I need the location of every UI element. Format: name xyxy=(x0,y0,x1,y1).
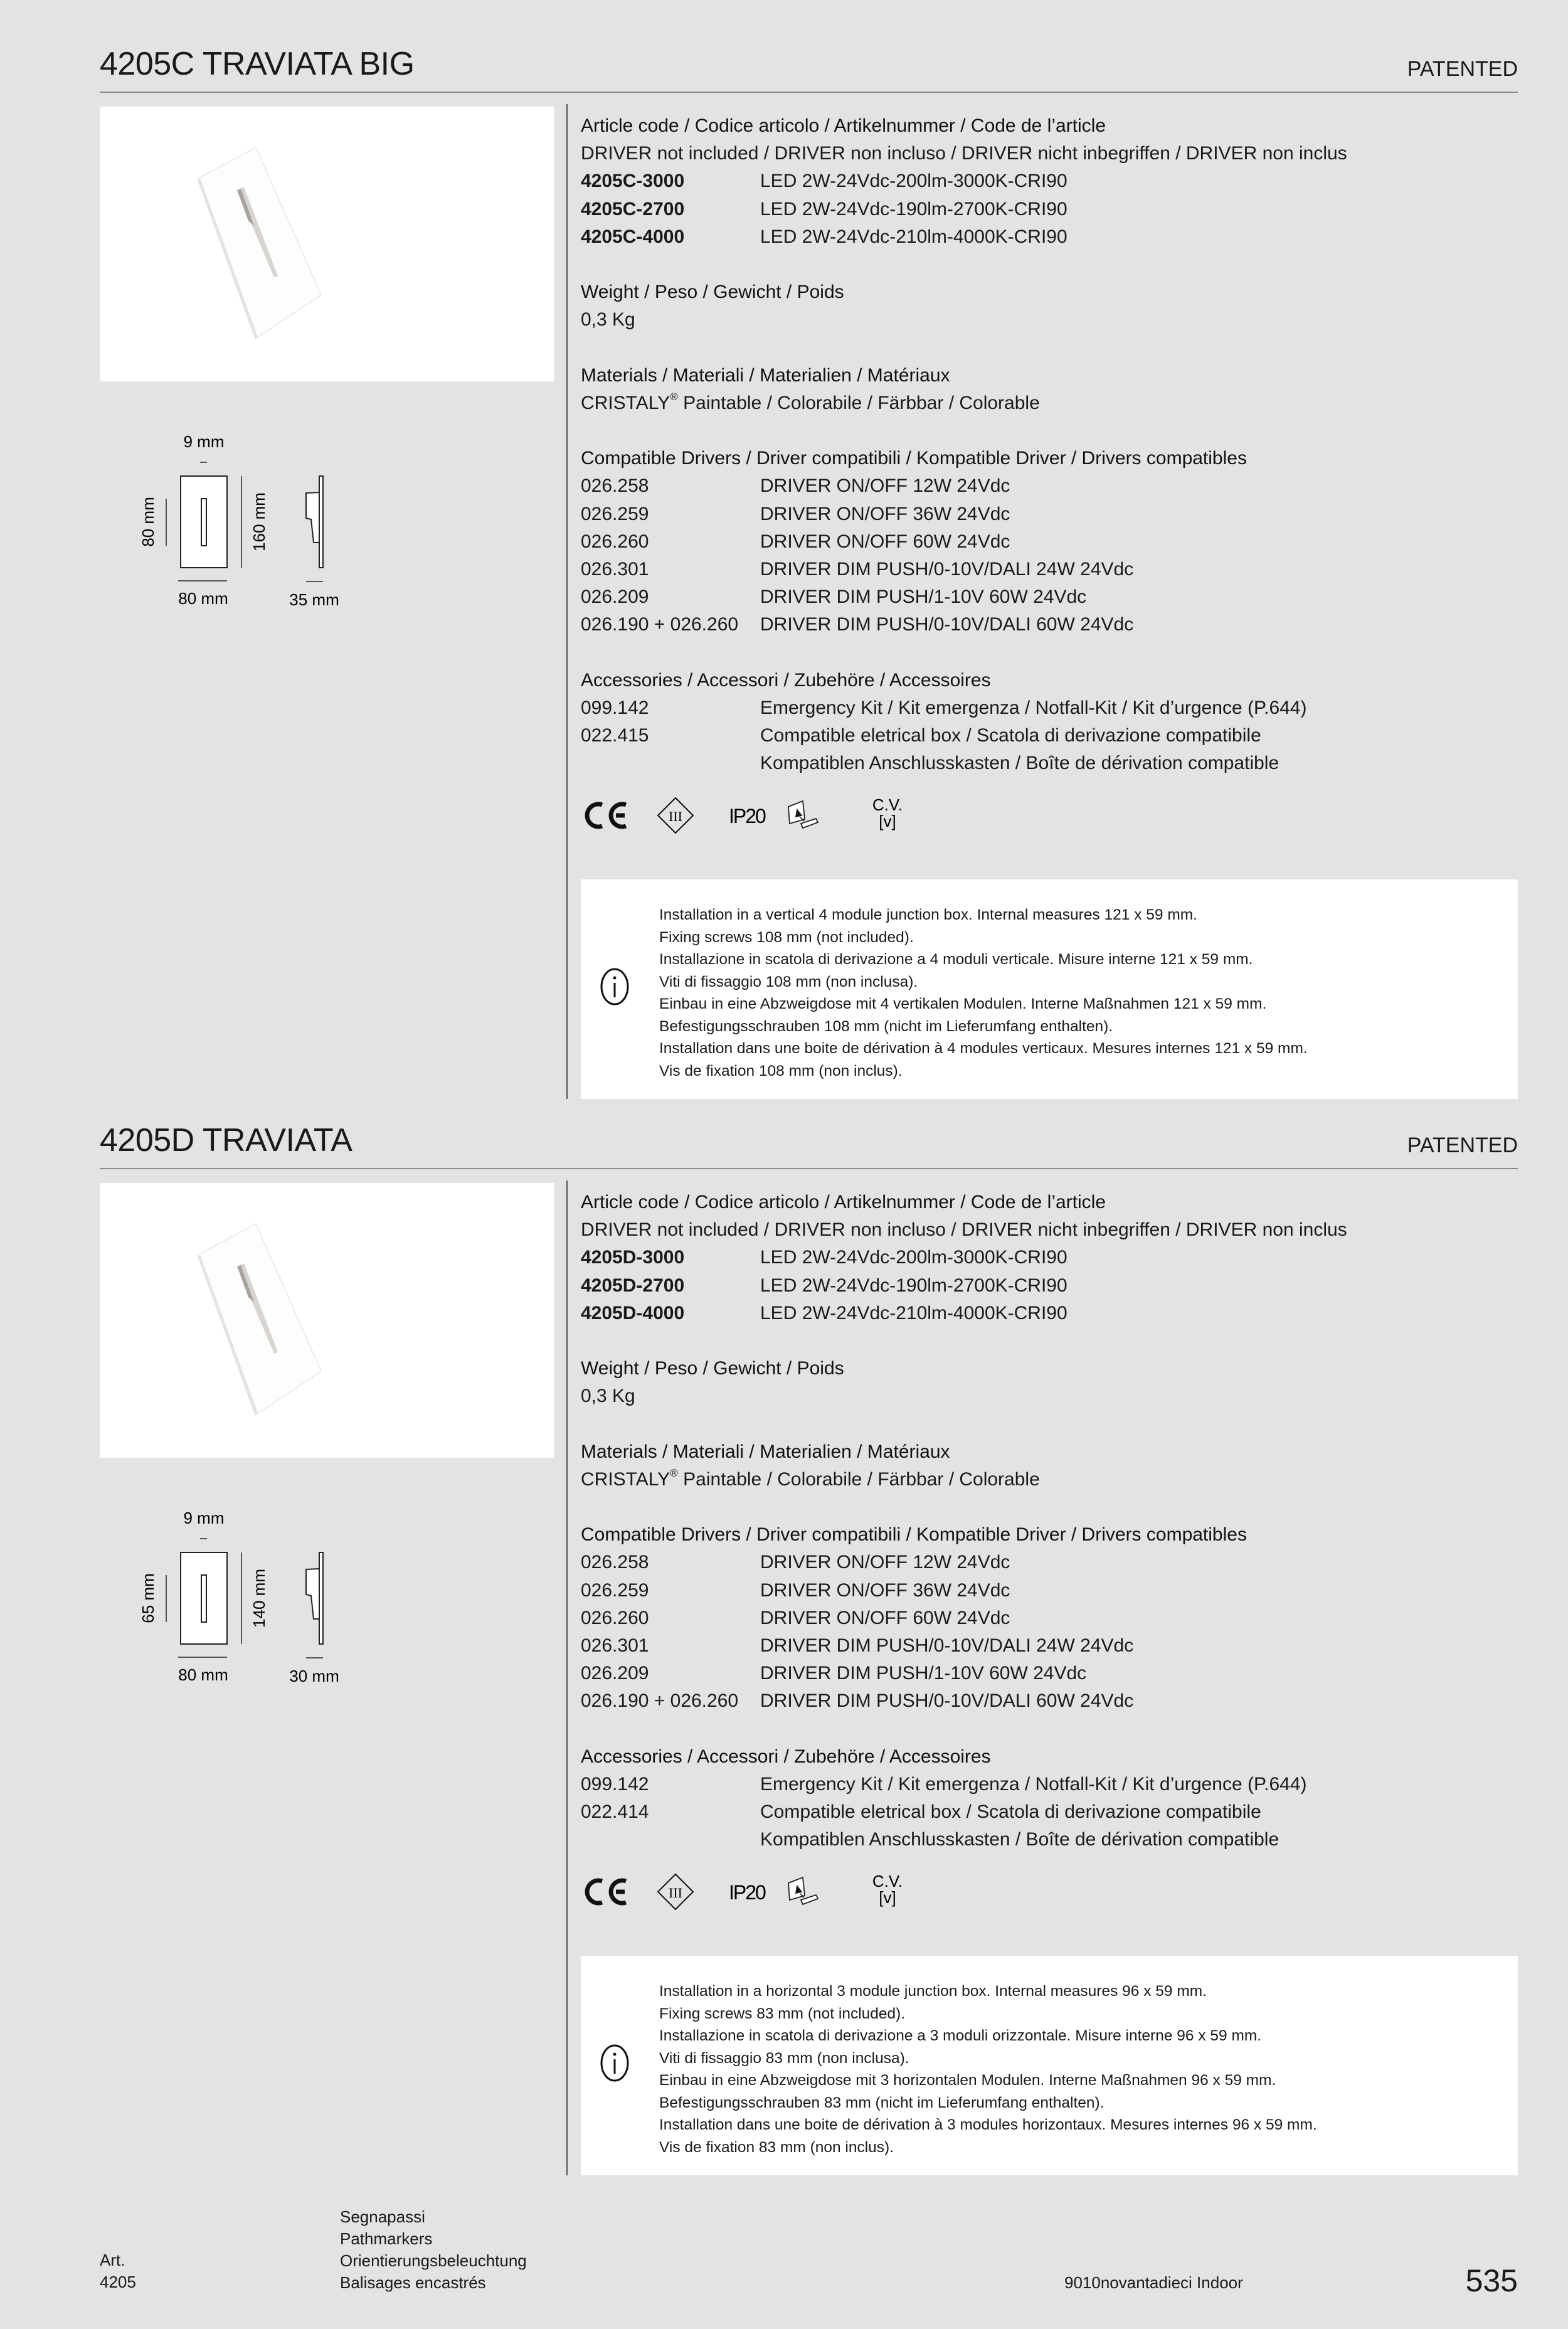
registered-mark: ® xyxy=(670,1467,678,1479)
article-reference xyxy=(100,2249,136,2293)
drivers-heading: Compatible Drivers / Driver compatibili / Kompatible Driver / Drivers compatibles xyxy=(581,1524,1247,1546)
product-title: 4205D TRAVIATA xyxy=(100,1122,352,1159)
driver-code: 026.301 xyxy=(581,1635,649,1656)
accessory-code: 022.414 xyxy=(581,1801,649,1823)
weight-value: 0,3 Kg xyxy=(581,1386,635,1407)
cv-label: C.V. xyxy=(872,1872,903,1891)
accessories-heading: Accessories / Accessori / Zubehöre / Accessoires xyxy=(581,1746,991,1767)
width-label: 80 mm xyxy=(178,589,228,608)
category-en: Pathmarkers xyxy=(340,2229,433,2248)
info-line: Installation dans une boite de dérivation à 3 modules horizontaux. Mesures internes 96 x 59 mm. xyxy=(659,2116,1317,2133)
driver-row xyxy=(581,1605,1509,1632)
remote-control-icon xyxy=(788,1877,818,1904)
materials-brand: CRISTALY xyxy=(581,1468,670,1490)
spec-list xyxy=(581,1189,1509,1854)
variant-desc: LED 2W-24Vdc-190lm-2700K-CRI90 xyxy=(760,198,1067,220)
variant-row xyxy=(581,223,1509,251)
patented-label: PATENTED xyxy=(1407,1133,1518,1157)
materials-heading: Materials / Materiali / Materialien / Matériaux xyxy=(581,1441,950,1462)
cv-label: C.V. xyxy=(872,795,903,814)
materials-brand: CRISTALY xyxy=(581,392,670,413)
accessory-code: 099.142 xyxy=(581,697,649,718)
depth-label: 30 mm xyxy=(289,1667,339,1685)
variant-row xyxy=(581,1300,1509,1327)
page-number: 535 xyxy=(1465,2263,1518,2298)
driver-note: DRIVER not included / DRIVER non incluso / DRIVER nicht inbegriffen / DRIVER non inclus xyxy=(581,143,1347,164)
driver-desc: DRIVER ON/OFF 60W 24Vdc xyxy=(760,531,1010,552)
info-line: Fixing screws 108 mm (not included). xyxy=(659,928,914,946)
accessory-desc: Kompatiblen Anschlusskasten / Boîte de dérivation compatible xyxy=(760,753,1279,774)
driver-desc: DRIVER DIM PUSH/1-10V 60W 24Vdc xyxy=(760,586,1087,608)
driver-row xyxy=(581,472,1509,500)
certification-icons xyxy=(581,1868,932,1918)
driver-row xyxy=(581,1549,1509,1576)
driver-code: 026.260 xyxy=(581,531,649,552)
materials-heading: Materials / Materiali / Materialien / Matériaux xyxy=(581,364,950,386)
info-line: Installation dans une boite de dérivation à 4 modules verticaux. Mesures internes 121 x 59 mm. xyxy=(659,1040,1308,1057)
driver-code: 026.260 xyxy=(581,1607,649,1628)
depth-label: 35 mm xyxy=(289,590,339,609)
info-line: Einbau in eine Abzweigdose mit 4 vertikalen Modulen. Interne Maßnahmen 121 x 59 mm. xyxy=(659,995,1267,1012)
materials-value xyxy=(581,1466,1509,1493)
accessory-desc: Emergency Kit / Kit emergenza / Notfall-Kit / Kit d’urgence (P.644) xyxy=(760,1773,1307,1795)
driver-code: 026.301 xyxy=(581,559,649,580)
driver-desc: DRIVER DIM PUSH/0-10V/DALI 60W 24Vdc xyxy=(760,1690,1134,1712)
slot-height-label: 80 mm xyxy=(139,497,157,547)
driver-code: 026.258 xyxy=(581,1552,649,1573)
slot-outline xyxy=(201,1575,206,1622)
accessory-row xyxy=(581,722,1509,750)
product-section xyxy=(0,0,1568,1080)
column-divider xyxy=(566,1180,568,2175)
header-divider xyxy=(100,1168,1518,1169)
accessory-desc: Emergency Kit / Kit emergenza / Notfall-Kit / Kit d’urgence (P.644) xyxy=(760,697,1307,718)
accessory-desc: Kompatiblen Anschlusskasten / Boîte de dérivation compatible xyxy=(760,1829,1279,1850)
weight-value: 0,3 Kg xyxy=(581,309,635,331)
cv-voltage-label: [v] xyxy=(879,812,896,830)
driver-desc: DRIVER DIM PUSH/0-10V/DALI 24W 24Vdc xyxy=(760,559,1134,580)
accessory-row xyxy=(581,1771,1509,1798)
variant-code: 4205D-4000 xyxy=(581,1302,685,1324)
materials-value xyxy=(581,390,1509,417)
category-it: Segnapassi xyxy=(340,2207,425,2226)
driver-row xyxy=(581,1687,1509,1715)
variant-row xyxy=(581,196,1509,223)
cv-voltage-label: [v] xyxy=(879,1888,896,1907)
patented-label: PATENTED xyxy=(1407,57,1518,81)
driver-desc: DRIVER ON/OFF 12W 24Vdc xyxy=(760,1552,1010,1573)
installation-info-box xyxy=(581,879,1518,1099)
certification-icons xyxy=(581,792,932,842)
info-line: Vis de fixation 83 mm (non inclus). xyxy=(659,2138,894,2156)
materials-desc: Paintable / Colorabile / Färbbar / Colorable xyxy=(677,392,1040,413)
driver-desc: DRIVER DIM PUSH/0-10V/DALI 60W 24Vdc xyxy=(760,614,1134,635)
variant-desc: LED 2W-24Vdc-210lm-4000K-CRI90 xyxy=(760,1302,1067,1324)
driver-code: 026.258 xyxy=(581,475,649,497)
driver-desc: DRIVER ON/OFF 12W 24Vdc xyxy=(760,475,1010,497)
driver-desc: DRIVER ON/OFF 36W 24Vdc xyxy=(760,1579,1010,1601)
installation-info-box xyxy=(581,1956,1518,2175)
driver-desc: DRIVER DIM PUSH/0-10V/DALI 24W 24Vdc xyxy=(760,1635,1134,1656)
variant-desc: LED 2W-24Vdc-200lm-3000K-CRI90 xyxy=(760,171,1067,192)
ce-mark-icon xyxy=(587,1881,626,1903)
accessory-row xyxy=(581,1826,1509,1854)
width-label: 80 mm xyxy=(178,1665,228,1684)
driver-desc: DRIVER DIM PUSH/1-10V 60W 24Vdc xyxy=(760,1663,1087,1684)
accessory-desc: Compatible eletrical box / Scatola di derivazione compatibile xyxy=(760,725,1261,746)
info-line: Vis de fixation 108 mm (non inclus). xyxy=(659,1062,903,1080)
variant-code: 4205C-3000 xyxy=(581,171,685,192)
variant-desc: LED 2W-24Vdc-190lm-2700K-CRI90 xyxy=(760,1275,1067,1296)
info-icon xyxy=(600,967,630,1006)
info-line: Installation in a horizontal 3 module junction box. Internal measures 96 x 59 mm. xyxy=(659,1983,1207,2000)
art-label: Art. xyxy=(100,2251,125,2269)
ce-mark-icon xyxy=(587,804,626,827)
header-divider xyxy=(100,92,1518,93)
materials-desc: Paintable / Colorabile / Färbbar / Colorable xyxy=(677,1468,1040,1490)
info-line: Fixing screws 83 mm (not included). xyxy=(659,2005,906,2022)
brand-label: 9010novantadieci Indoor xyxy=(1064,2273,1243,2292)
slot-width-label: 9 mm xyxy=(183,432,225,451)
driver-code: 026.209 xyxy=(581,1663,649,1684)
variant-row xyxy=(581,167,1509,195)
dimension-drawing xyxy=(100,1490,388,1704)
article-code-heading: Article code / Codice articolo / Artikelnummer / Code de l’article xyxy=(581,115,1106,136)
driver-code: 026.259 xyxy=(581,1579,649,1601)
info-line: Einbau in eine Abzweigdose mit 3 horizontalen Modulen. Interne Maßnahmen 96 x 59 mm. xyxy=(659,2072,1276,2089)
driver-note: DRIVER not included / DRIVER non incluso / DRIVER nicht inbegriffen / DRIVER non inclus xyxy=(581,1219,1347,1241)
class-iii-icon xyxy=(658,1874,693,1909)
variant-code: 4205D-3000 xyxy=(581,1247,685,1268)
info-icon xyxy=(600,2044,630,2082)
product-image xyxy=(100,107,554,381)
spec-list xyxy=(581,112,1509,778)
variant-row xyxy=(581,1272,1509,1300)
product-photo xyxy=(100,1183,554,1458)
driver-code: 026.190 + 026.260 xyxy=(581,614,739,635)
info-line: Installazione in scatola di derivazione a 4 moduli verticale. Misure interne 121 x 59 mm. xyxy=(659,951,1253,968)
slot-outline xyxy=(201,499,206,546)
info-line: Viti di fissaggio 83 mm (non inclusa). xyxy=(659,2049,909,2067)
art-number: 4205 xyxy=(100,2273,136,2291)
category-list xyxy=(340,2206,527,2294)
driver-code: 026.209 xyxy=(581,586,649,608)
drivers-heading: Compatible Drivers / Driver compatibili / Kompatible Driver / Drivers compatibles xyxy=(581,448,1247,469)
driver-row xyxy=(581,528,1509,556)
accessory-row xyxy=(581,750,1509,777)
info-line: Installation in a vertical 4 module junction box. Internal measures 121 x 59 mm. xyxy=(659,906,1197,923)
accessories-heading: Accessories / Accessori / Zubehöre / Accessoires xyxy=(581,669,991,691)
driver-row xyxy=(581,501,1509,528)
driver-code: 026.259 xyxy=(581,503,649,524)
accessory-desc: Compatible eletrical box / Scatola di derivazione compatibile xyxy=(760,1801,1261,1823)
ip-rating: IP20 xyxy=(729,805,765,827)
weight-heading: Weight / Peso / Gewicht / Poids xyxy=(581,1358,844,1379)
height-label: 160 mm xyxy=(250,492,268,551)
driver-row xyxy=(581,583,1509,611)
slot-height-label: 65 mm xyxy=(139,1573,157,1623)
product-photo xyxy=(100,107,554,381)
driver-row xyxy=(581,1577,1509,1605)
dimension-drawing xyxy=(100,414,388,627)
article-code-heading: Article code / Codice articolo / Artikelnummer / Code de l’article xyxy=(581,1192,1106,1212)
driver-row xyxy=(581,1632,1509,1660)
installation-notes xyxy=(659,904,1308,1082)
weight-heading: Weight / Peso / Gewicht / Poids xyxy=(581,282,844,303)
driver-desc: DRIVER ON/OFF 60W 24Vdc xyxy=(760,1607,1010,1628)
accessory-row xyxy=(581,1798,1509,1826)
info-line: Befestigungsschrauben 108 mm (nicht im Lieferumfang enthalten). xyxy=(659,1017,1113,1035)
product-image xyxy=(100,1183,554,1458)
accessory-code: 099.142 xyxy=(581,1773,649,1795)
accessory-code: 022.415 xyxy=(581,725,649,746)
slot-width-label: 9 mm xyxy=(183,1509,225,1527)
class-label: III xyxy=(669,1885,682,1901)
category-fr: Balisages encastrés xyxy=(340,2273,486,2292)
category-de: Orientierungsbeleuchtung xyxy=(340,2251,527,2270)
info-line: Viti di fissaggio 108 mm (non inclusa). xyxy=(659,973,918,990)
info-line: Installazione in scatola di derivazione a 3 moduli orizzontale. Misure interne 96 x 59 mm. xyxy=(659,2027,1262,2044)
driver-row xyxy=(581,556,1509,583)
registered-mark: ® xyxy=(670,390,678,403)
variant-code: 4205D-2700 xyxy=(581,1275,685,1296)
product-section xyxy=(0,1076,1568,2156)
ip-rating: IP20 xyxy=(729,1881,765,1904)
driver-desc: DRIVER ON/OFF 36W 24Vdc xyxy=(760,503,1010,524)
installation-notes xyxy=(659,1980,1317,2158)
product-title: 4205C TRAVIATA BIG xyxy=(100,46,415,82)
class-label: III xyxy=(669,809,682,824)
driver-row xyxy=(581,1660,1509,1687)
column-divider xyxy=(566,104,568,1099)
driver-row xyxy=(581,611,1509,639)
variant-desc: LED 2W-24Vdc-200lm-3000K-CRI90 xyxy=(760,1247,1067,1268)
variant-desc: LED 2W-24Vdc-210lm-4000K-CRI90 xyxy=(760,226,1067,247)
info-line: Befestigungsschrauben 83 mm (nicht im Lieferumfang enthalten). xyxy=(659,2094,1104,2111)
variant-code: 4205C-2700 xyxy=(581,198,685,220)
driver-code: 026.190 + 026.260 xyxy=(581,1690,739,1712)
variant-code: 4205C-4000 xyxy=(581,226,685,247)
remote-control-icon xyxy=(788,801,818,828)
class-iii-icon xyxy=(658,798,693,833)
variant-row xyxy=(581,1244,1509,1271)
accessory-row xyxy=(581,694,1509,722)
height-label: 140 mm xyxy=(250,1569,268,1628)
